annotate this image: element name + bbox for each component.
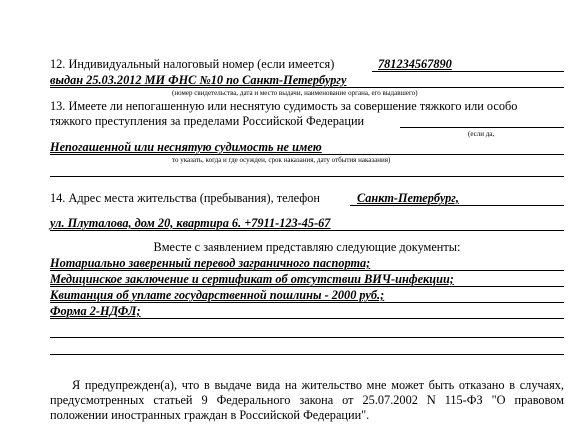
q13-line1: 13. Имеете ли непогашенную или неснятую судимость за совершение тяжкого или особо [50, 99, 518, 113]
q14-address-value[interactable]: ул. Плуталова, дом 20, квартира 6. +7911-123-45-67 [50, 216, 331, 230]
document-line-3 [50, 302, 564, 303]
q13-note: то указать, когда и где осужден, срок наказания, дату отбытия наказания) [172, 156, 391, 164]
document-item-1[interactable]: Нотариально заверенный перевод заграничного паспорта; [50, 256, 371, 270]
document-line-6 [50, 354, 564, 355]
q13-note-right: (если да, [468, 130, 495, 138]
warning-paragraph: Я предупрежден(а), что в выдаче вида на жительство мне может быть отказано в случаях, предусмотренных статьей 9 Федерального закона от 25.07.2002 N 115-ФЗ "О правовом положении иностранных граждан в Российской Федерации". [50, 378, 564, 422]
q14-city-value[interactable]: Санкт-Петербург, [357, 191, 459, 205]
document-item-2[interactable]: Медицинское заключение и сертификат об отсутствии ВИЧ-инфекции; [50, 272, 454, 286]
q13-answer-underline [50, 154, 564, 155]
q13-line2: тяжкого преступления за пределами Российской Федерации [50, 114, 365, 128]
q12-label: 12. Индивидуальный налоговый номер (если имеется) [50, 57, 335, 71]
q12-inn-value[interactable]: 781234567890 [378, 57, 452, 71]
document-line-4 [50, 318, 564, 319]
q12-issued-underline [50, 87, 564, 88]
document-item-4[interactable]: Форма 2-НДФЛ; [50, 304, 141, 318]
document-line-2 [50, 286, 564, 287]
q13-extra-line [50, 176, 564, 177]
documents-heading: Вместе с заявлением представляю следующие документы: [153, 240, 461, 254]
q13-underline [400, 127, 564, 128]
q12-note: (номер свидетельства, дата и место выдачи, наименование органа, его выдавшего) [172, 89, 418, 97]
q13-answer-value[interactable]: Непогашенной или неснятую судимость не имею [50, 140, 322, 154]
q12-inn-underline [372, 71, 564, 72]
q14-address-underline [50, 230, 564, 231]
document-line-1 [50, 270, 564, 271]
document-line-5 [50, 337, 564, 338]
q12-issued-value[interactable]: выдан 25.03.2012 МИ ФНС №10 по Санкт-Петербургу [50, 73, 347, 87]
q14-label: 14. Адрес места жительства (пребывания), телефон [50, 191, 320, 205]
document-item-3[interactable]: Квитанция об уплате государственной пошлины - 2000 руб.; [50, 288, 385, 302]
q14-city-underline [350, 205, 564, 206]
